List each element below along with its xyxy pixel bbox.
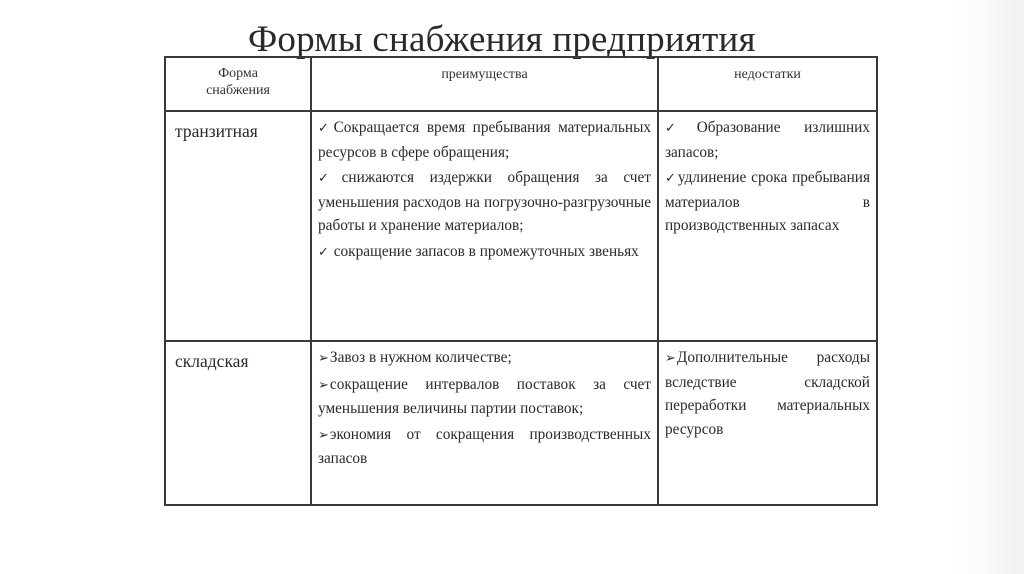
header-cell-disadvantages: [658, 57, 877, 111]
header-disadvantages: недостатки: [734, 67, 801, 82]
arrowhead-icon: ➢: [318, 351, 329, 366]
form-name-transit: транзитная: [175, 121, 258, 141]
header-advantages: преимущества: [441, 67, 528, 82]
header-form-line1: Форма: [218, 66, 258, 81]
arrowhead-icon: ➢: [318, 427, 329, 443]
check-icon: ✓: [665, 121, 696, 136]
disadvantages-cell: [658, 341, 877, 505]
check-icon: ✓: [665, 171, 677, 186]
advantages-cell: [311, 341, 658, 505]
list-item: ✓Сокращается время пребывания материальных ресурсов в сфере обращения;: [318, 119, 651, 161]
list-item: ✓Образование излишних запасов;: [665, 119, 870, 161]
arrowhead-icon: ➢: [318, 377, 329, 393]
header-cell-form: [165, 57, 311, 111]
advantages-cell: [311, 111, 658, 341]
list-item: ➢экономия от сокращения производственных запасов: [318, 425, 651, 467]
disadvantages-cell: [658, 111, 877, 341]
check-icon: ✓: [318, 244, 329, 260]
slide-title: Формы снабжения предприятия: [248, 19, 756, 60]
form-cell: [165, 341, 311, 505]
list-item: ➢Дополнительные расходы вследствие складской переработки материальных ресурсов: [665, 349, 870, 438]
table-row: [165, 341, 877, 505]
slide-edge-shadow: [984, 0, 1024, 574]
list-item: ➢Завоз в нужном количестве;: [318, 349, 512, 366]
arrowhead-icon: ➢: [665, 351, 676, 366]
supply-forms-table: [164, 56, 878, 506]
form-name-warehouse: складская: [175, 351, 249, 371]
list-item: ✓снижаются издержки обращения за счет уменьшения расходов на погрузочно-разгрузочные работы и хранение материалов;: [318, 169, 651, 234]
list-item: ✓удлинение срока пребывания материалов в производственных запасах: [665, 169, 870, 234]
check-icon: ✓: [318, 171, 341, 186]
list-item: ➢сокращение интервалов поставок за счет уменьшения величины партии поставок;: [318, 375, 651, 417]
list-item: ✓ сокращение запасов в промежуточных звеньях: [318, 242, 639, 260]
table-row: [165, 111, 877, 341]
header-form-line2: снабжения: [206, 83, 270, 98]
header-cell-advantages: [311, 57, 658, 111]
check-icon: ✓: [318, 121, 333, 136]
table-header-row: [165, 57, 877, 111]
form-cell: [165, 111, 311, 341]
